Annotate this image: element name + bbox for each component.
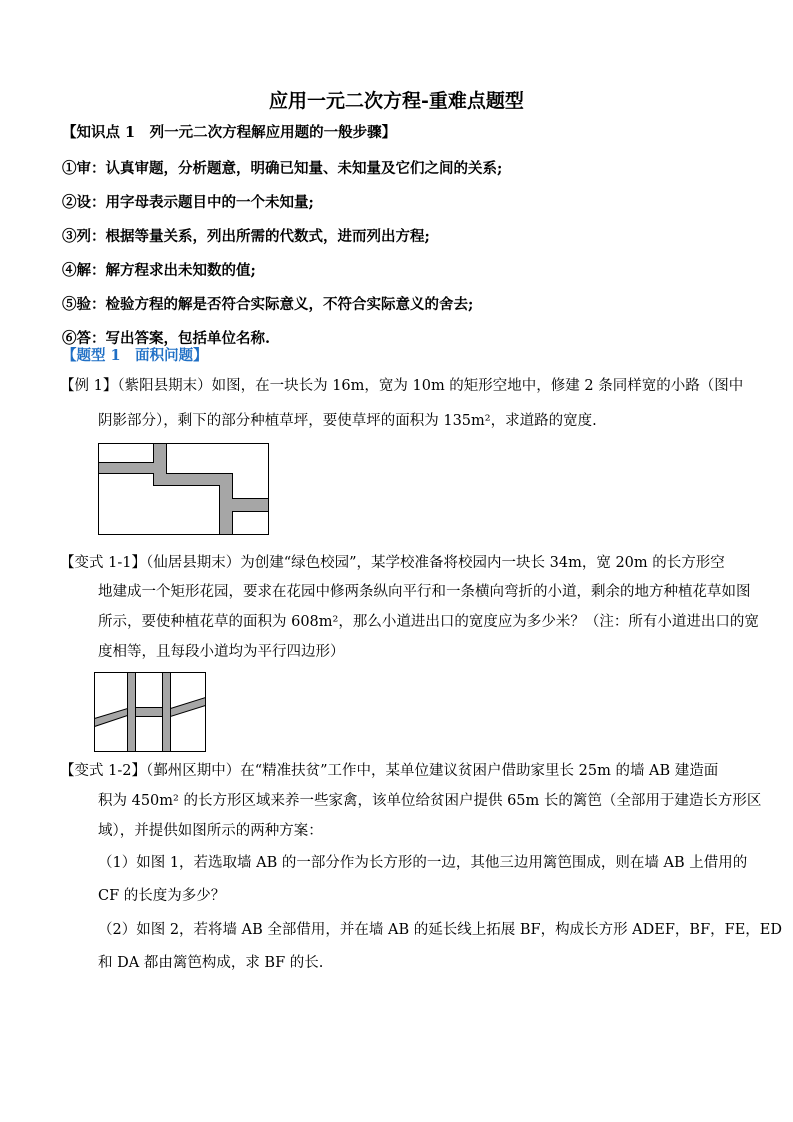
example1-line: 阴影部分），剩下的部分种植草坪，要使草坪的面积为 135m²，求道路的宽度. [98, 413, 597, 429]
step-3: ③列：根据等量关系，列出所需的代数式，进而列出方程; [62, 228, 430, 245]
type1-heading: 【题型 1 面积问题】 [62, 347, 208, 364]
step-1: ①审：认真审题，分析题意，明确已知量、未知量及它们之间的关系; [62, 160, 503, 177]
knowledge-heading: 【知识点 1 列一元二次方程解应用题的一般步骤】 [62, 124, 397, 141]
vertical-path-1 [128, 673, 136, 752]
variant1-2-line: 【变式 1-2】（鄞州区期中）在“精准扶贫”工作中，某单位建议贫困户借助家里长 25m 的墙 AB 建造面 [60, 763, 719, 779]
middle-path [136, 708, 163, 717]
example1-line: 【例 1】（紫阳县期末）如图，在一块长为 16m，宽为 10m 的矩形空地中，修建 2 条同样宽的小路（图中 [60, 378, 744, 394]
variant1-1-figure [94, 672, 206, 752]
variant1-2-line: （1）如图 1，若选取墙 AB 的一部分作为长方形的一边，其他三边用篱笆围成，则在墙 AB 上借用的 [98, 855, 748, 871]
step-4: ④解：解方程求出未知数的值; [62, 262, 256, 279]
variant1-2-line: CF 的长度为多少？ [98, 888, 226, 904]
variant1-1-line: 度相等，且每段小道均为平行四边形） [98, 644, 345, 660]
variant1-1-line: 所示，要使种植花草的面积为 608m²，那么小道进出口的宽度应为多少米？（注：所有小道进出口的宽 [98, 614, 759, 630]
variant1-1-line: 【变式 1-1】（仙居县期末）为创建“绿色校园”，某学校准备将校园内一块长 34m，宽 20m 的长方形空 [60, 555, 725, 571]
step-5: ⑤验：检验方程的解是否符合实际意义，不符合实际意义的舍去; [62, 296, 474, 313]
example1-figure [98, 443, 269, 535]
variant1-2-line: 和 DA 都由篱笆构成，求 BF 的长. [98, 955, 324, 971]
field-outline [99, 444, 269, 535]
step-2: ②设：用字母表示题目中的一个未知量; [62, 194, 314, 211]
variant1-1-line: 地建成一个矩形花园，要求在花园中修两条纵向平行和一条横向弯折的小道，剩余的地方种植花草如图 [98, 584, 751, 600]
step-6: ⑥答：写出答案，包括单位名称. [62, 330, 271, 347]
page-title: 应用一元二次方程-重难点题型 [269, 90, 524, 112]
variant1-2-line: （2）如图 2，若将墙 AB 全部借用，并在墙 AB 的延长线上拓展 BF，构成长方形 ADEF，BF，FE，ED [98, 922, 782, 938]
vertical-path-2 [163, 673, 171, 752]
variant1-2-line: 域），并提供如图所示的两种方案： [98, 823, 323, 839]
variant1-2-line: 积为 450m² 的长方形区域来养一些家禽，该单位给贫困户提供 65m 长的篱笆（全部用于建造长方形区 [98, 793, 762, 809]
